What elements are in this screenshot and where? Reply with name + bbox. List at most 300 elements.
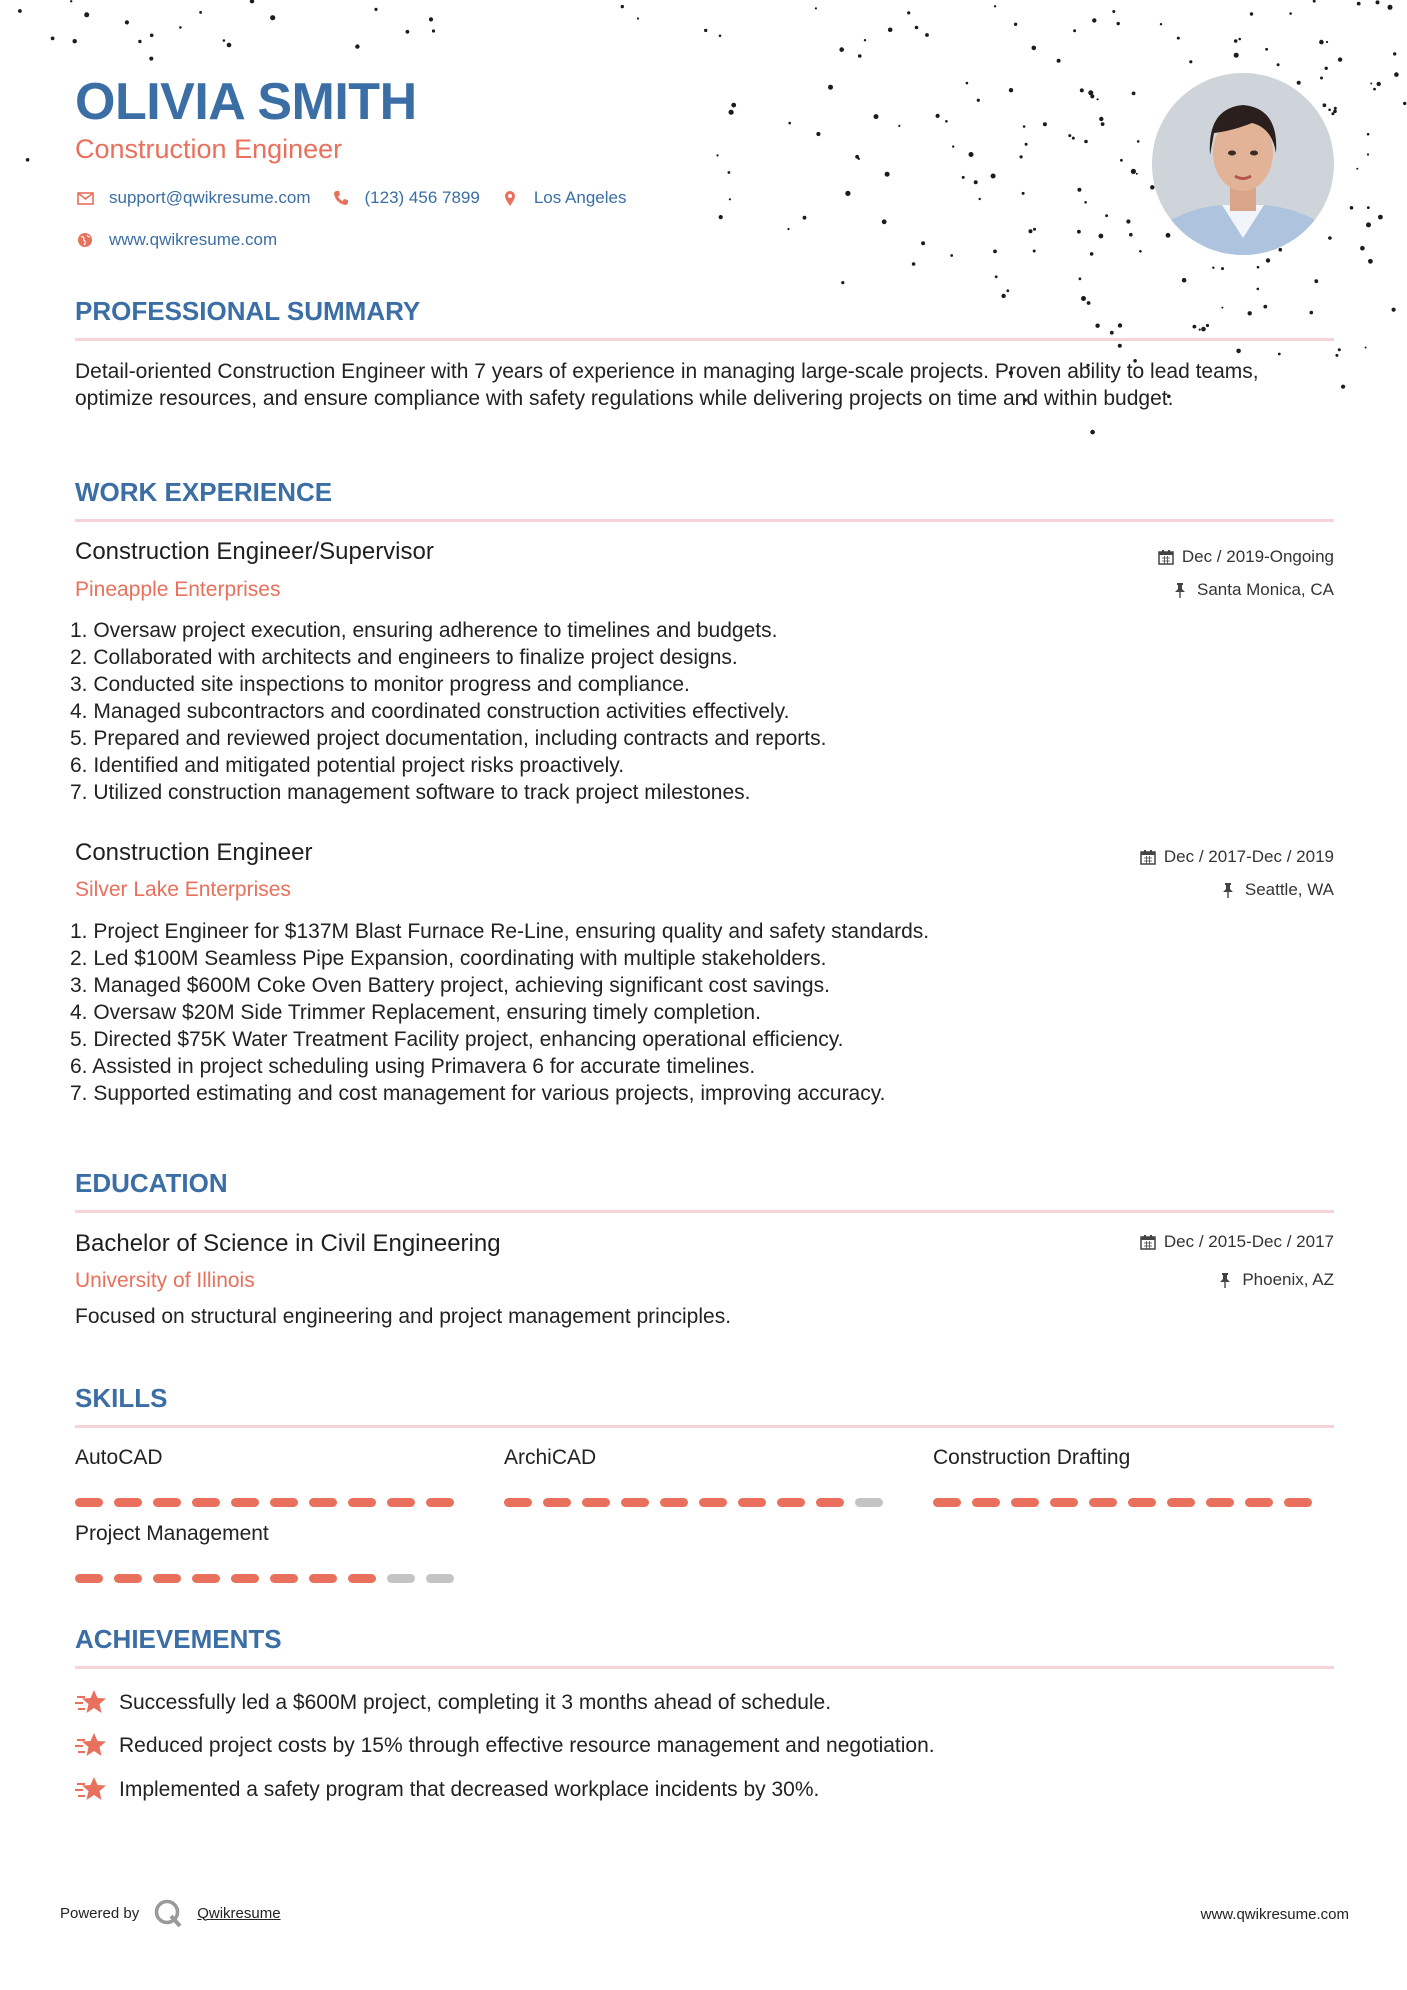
skill-item bbox=[504, 1446, 596, 1470]
pattern-dot bbox=[1328, 109, 1331, 112]
list-item: 4. Oversaw $20M Side Trimmer Replacement, ensuring timely completion. bbox=[70, 1001, 761, 1024]
pushpin-icon bbox=[1221, 882, 1237, 898]
calendar-icon bbox=[1158, 549, 1174, 565]
pattern-dot bbox=[1335, 354, 1338, 357]
pattern-dot bbox=[977, 99, 980, 102]
pattern-dot bbox=[1388, 5, 1393, 10]
skill-segment-filled bbox=[309, 1574, 337, 1583]
pattern-dot bbox=[1112, 10, 1115, 13]
skill-segment-filled bbox=[777, 1498, 805, 1507]
list-item: 6. Identified and mitigated potential project risks proactively. bbox=[70, 754, 625, 777]
pattern-dot bbox=[1238, 38, 1241, 41]
pattern-dot bbox=[18, 9, 22, 13]
pattern-dot bbox=[915, 26, 919, 30]
skill-segment-filled bbox=[621, 1498, 649, 1507]
pattern-dot bbox=[1331, 112, 1334, 115]
achievement-text: Implemented a safety program that decreased workplace incidents by 30%. bbox=[119, 1778, 820, 1801]
pattern-dot bbox=[1376, 0, 1380, 4]
pattern-dot bbox=[84, 12, 89, 17]
pattern-dot bbox=[1289, 12, 1292, 15]
job-location bbox=[1221, 880, 1334, 900]
skill-segment-filled bbox=[972, 1498, 1000, 1507]
skill-segment-filled bbox=[309, 1498, 337, 1507]
pattern-dot bbox=[1092, 18, 1096, 22]
pattern-dot bbox=[1131, 169, 1136, 174]
pattern-dot bbox=[1250, 12, 1253, 15]
pattern-dot bbox=[841, 281, 844, 284]
pattern-dot bbox=[1378, 215, 1383, 220]
pattern-dot bbox=[1182, 278, 1187, 283]
skill-level-bar bbox=[75, 1574, 465, 1583]
pattern-dot bbox=[1341, 385, 1345, 389]
skill-segment-filled bbox=[270, 1574, 298, 1583]
contact-row bbox=[75, 188, 646, 208]
pattern-dot bbox=[1043, 122, 1047, 126]
pattern-dot bbox=[1367, 133, 1370, 136]
experience-heading bbox=[75, 477, 1334, 508]
pattern-dot bbox=[885, 172, 890, 177]
skill-segment-filled bbox=[1284, 1498, 1312, 1507]
section-divider bbox=[75, 1425, 1334, 1428]
pattern-dot bbox=[1166, 233, 1171, 238]
pattern-dot bbox=[1338, 57, 1342, 61]
pattern-dot bbox=[1090, 94, 1094, 98]
pattern-dot bbox=[1393, 52, 1396, 55]
pattern-dot bbox=[1357, 2, 1361, 6]
skill-segment-filled bbox=[114, 1574, 142, 1583]
pattern-dot bbox=[1265, 48, 1268, 51]
job-location bbox=[1173, 580, 1334, 600]
skill-segment-filled bbox=[660, 1498, 688, 1507]
pattern-dot bbox=[803, 216, 807, 220]
job-bullets bbox=[70, 617, 826, 806]
pattern-dot bbox=[374, 8, 377, 11]
achievements-heading-text: ACHIEVEMENTS bbox=[75, 1624, 282, 1654]
achievement-text: Successfully led a $600M project, completing it 3 months ahead of schedule. bbox=[119, 1691, 832, 1714]
skills-heading bbox=[75, 1383, 1334, 1414]
skill-segment-filled bbox=[153, 1498, 181, 1507]
skill-segment-empty bbox=[426, 1574, 454, 1583]
summary-text: Detail-oriented Construction Engineer with 7 years of experience in managing large-scale projects. Proven ability to lead teams, optimize resources, and ensure compliance with safety regulations while delivering projects on time and within budget. bbox=[75, 360, 1259, 410]
list-item: 3. Conducted site inspections to monitor progress and compliance. bbox=[70, 673, 690, 696]
pattern-dot bbox=[1366, 222, 1371, 227]
job-location-text: Seattle, WA bbox=[1244, 880, 1334, 899]
skill-segment-filled bbox=[348, 1574, 376, 1583]
pattern-dot bbox=[731, 103, 736, 108]
education-description: Focused on structural engineering and project management principles. bbox=[75, 1305, 732, 1328]
skill-segment-filled bbox=[75, 1574, 103, 1583]
pattern-dot bbox=[1073, 29, 1076, 32]
skill-segment-filled bbox=[1089, 1498, 1117, 1507]
skill-segment-filled bbox=[1128, 1498, 1156, 1507]
pattern-dot bbox=[1373, 88, 1376, 91]
pattern-dot bbox=[1080, 88, 1084, 92]
education-location bbox=[1218, 1270, 1334, 1290]
pattern-dot bbox=[912, 262, 916, 266]
experience-heading-text: WORK EXPERIENCE bbox=[75, 477, 333, 507]
list-item: 1. Project Engineer for $137M Blast Furnace Re-Line, ensuring quality and safety standards. bbox=[70, 920, 930, 943]
pattern-dot bbox=[1077, 230, 1081, 234]
list-item: 7. Utilized construction management software to track project milestones. bbox=[70, 781, 751, 804]
pattern-dot bbox=[839, 47, 844, 52]
skill-segment-filled bbox=[1245, 1498, 1273, 1507]
pattern-dot bbox=[1199, 329, 1201, 331]
pattern-dot bbox=[1189, 60, 1192, 63]
brand-link[interactable]: Qwikresume bbox=[197, 1904, 281, 1922]
pattern-dot bbox=[1126, 219, 1130, 223]
pattern-dot bbox=[1079, 277, 1082, 280]
pattern-dot bbox=[51, 37, 55, 41]
pattern-dot bbox=[1136, 173, 1138, 175]
pattern-dot bbox=[1033, 228, 1036, 231]
pattern-dot bbox=[1277, 63, 1280, 66]
pattern-dot bbox=[1377, 82, 1381, 86]
pattern-dot bbox=[1338, 348, 1341, 351]
skill-item bbox=[75, 1522, 269, 1546]
achievement-item bbox=[75, 1775, 819, 1805]
pattern-dot bbox=[1029, 229, 1033, 233]
website-text: www.qwikresume.com bbox=[109, 230, 278, 249]
skill-segment-filled bbox=[270, 1498, 298, 1507]
education-location-text: Phoenix, AZ bbox=[1242, 1270, 1334, 1289]
envelope-icon bbox=[75, 188, 95, 208]
pattern-dot bbox=[719, 215, 723, 219]
pattern-dot bbox=[250, 0, 254, 3]
pattern-dot bbox=[1137, 140, 1140, 143]
pattern-dot bbox=[26, 158, 30, 162]
pattern-dot bbox=[1320, 77, 1323, 80]
pattern-dot bbox=[1072, 137, 1075, 140]
pattern-dot bbox=[936, 114, 940, 118]
pattern-dot bbox=[1068, 134, 1071, 137]
pattern-dot bbox=[969, 152, 974, 157]
pattern-dot bbox=[993, 250, 997, 254]
pattern-dot bbox=[1257, 266, 1260, 269]
pattern-dot bbox=[227, 43, 232, 48]
pattern-dot bbox=[149, 57, 153, 61]
skill-segment-filled bbox=[504, 1498, 532, 1507]
skill-segment-empty bbox=[855, 1498, 883, 1507]
pattern-dot bbox=[1160, 23, 1162, 25]
pattern-dot bbox=[1118, 344, 1122, 348]
pattern-dot bbox=[1334, 107, 1337, 110]
list-item: 5. Directed $75K Water Treatment Facility project, enhancing operational efficiency. bbox=[70, 1028, 844, 1051]
pattern-dot bbox=[716, 154, 718, 156]
list-item: 4. Managed subcontractors and coordinated construction activities effectively. bbox=[70, 700, 790, 723]
pattern-dot bbox=[1014, 23, 1017, 26]
pattern-dot bbox=[1084, 140, 1088, 144]
list-item: 2. Led $100M Seamless Pipe Expansion, coordinating with multiple stakeholders. bbox=[70, 947, 827, 970]
school-name: University of Illinois bbox=[75, 1269, 255, 1292]
summary-heading bbox=[75, 296, 1334, 327]
pattern-dot bbox=[1177, 37, 1180, 40]
pattern-dot bbox=[1020, 155, 1023, 158]
pattern-dot bbox=[858, 54, 862, 58]
candidate-name: OLIVIA SMITH bbox=[75, 73, 417, 131]
pattern-dot bbox=[621, 5, 624, 8]
pattern-dot bbox=[1368, 259, 1373, 264]
job-title: Construction Engineer/Supervisor bbox=[75, 538, 434, 565]
skill-segment-filled bbox=[933, 1498, 961, 1507]
pattern-dot bbox=[995, 275, 998, 278]
achievement-text: Reduced project costs by 15% through effective resource management and negotiation. bbox=[119, 1734, 935, 1757]
star-icon bbox=[75, 1775, 107, 1805]
pattern-dot bbox=[921, 241, 925, 245]
job-title: Construction Engineer bbox=[75, 839, 313, 866]
map-pin-icon bbox=[500, 188, 520, 208]
pattern-dot bbox=[882, 219, 887, 224]
section-divider bbox=[75, 519, 1334, 522]
pattern-dot bbox=[966, 82, 969, 85]
skill-segment-filled bbox=[231, 1498, 259, 1507]
achievements-heading bbox=[75, 1624, 1334, 1655]
pattern-dot bbox=[1022, 192, 1025, 195]
education-dates bbox=[1140, 1232, 1334, 1252]
skill-level-bar bbox=[933, 1498, 1323, 1507]
skill-segment-filled bbox=[582, 1498, 610, 1507]
skill-segment-filled bbox=[231, 1574, 259, 1583]
list-item: 7. Supported estimating and cost management for various projects, improving accuracy. bbox=[70, 1082, 886, 1105]
pattern-dot bbox=[1314, 279, 1318, 283]
skill-segment-filled bbox=[543, 1498, 571, 1507]
pattern-dot bbox=[1266, 258, 1270, 262]
skill-segment-filled bbox=[192, 1498, 220, 1507]
pattern-dot bbox=[974, 180, 978, 184]
pattern-dot bbox=[1132, 92, 1136, 96]
skill-segment-filled bbox=[738, 1498, 766, 1507]
job-location-text: Santa Monica, CA bbox=[1196, 580, 1334, 599]
location-text: Los Angeles bbox=[533, 188, 627, 207]
pattern-dot bbox=[994, 5, 996, 7]
list-item: 1. Oversaw project execution, ensuring adherence to timelines and budgets. bbox=[70, 619, 778, 642]
list-item: 2. Collaborated with architects and engineers to finalize project designs. bbox=[70, 646, 738, 669]
star-icon bbox=[75, 1688, 107, 1718]
pattern-dot bbox=[991, 174, 996, 179]
pattern-dot bbox=[1057, 59, 1061, 63]
pattern-dot bbox=[729, 198, 731, 200]
pattern-dot bbox=[1236, 349, 1241, 354]
pattern-dot bbox=[1032, 46, 1037, 51]
skill-segment-filled bbox=[816, 1498, 844, 1507]
website-item[interactable] bbox=[75, 230, 277, 250]
pattern-dot bbox=[888, 28, 893, 33]
pattern-dot bbox=[704, 29, 707, 32]
pattern-dot bbox=[945, 120, 948, 123]
skill-segment-filled bbox=[387, 1498, 415, 1507]
job-dates bbox=[1158, 547, 1334, 567]
skill-name: Construction Drafting bbox=[933, 1446, 1131, 1469]
pattern-dot bbox=[1279, 248, 1283, 252]
achievement-item bbox=[75, 1688, 831, 1718]
pattern-dot bbox=[1394, 72, 1399, 77]
pattern-dot bbox=[1212, 267, 1214, 269]
pattern-dot bbox=[1201, 327, 1206, 332]
powered-by-label: Powered by bbox=[60, 1904, 140, 1922]
pattern-dot bbox=[1105, 214, 1108, 217]
education-heading-text: EDUCATION bbox=[75, 1168, 228, 1198]
pattern-dot bbox=[729, 110, 734, 115]
job-dates bbox=[1140, 847, 1334, 867]
pattern-dot bbox=[355, 44, 359, 48]
pattern-dot bbox=[1006, 289, 1009, 292]
pattern-dot bbox=[815, 7, 817, 9]
summary-heading-text: PROFESSIONAL SUMMARY bbox=[75, 296, 421, 326]
job-bullets bbox=[70, 918, 929, 1107]
pattern-dot bbox=[962, 176, 965, 179]
pattern-dot bbox=[1367, 153, 1369, 155]
skill-segment-filled bbox=[699, 1498, 727, 1507]
skill-segment-filled bbox=[1206, 1498, 1234, 1507]
skills-heading-text: SKILLS bbox=[75, 1383, 168, 1413]
pattern-dot bbox=[907, 11, 910, 14]
pattern-dot bbox=[223, 39, 226, 42]
pattern-dot bbox=[406, 30, 410, 34]
pattern-dot bbox=[637, 17, 639, 19]
pattern-dot bbox=[1325, 67, 1328, 70]
pattern-dot bbox=[979, 198, 981, 200]
pattern-dot bbox=[1097, 98, 1099, 100]
section-divider bbox=[75, 338, 1334, 341]
education-heading bbox=[75, 1168, 1334, 1199]
pattern-dot bbox=[1234, 53, 1239, 58]
candidate-title: Construction Engineer bbox=[75, 134, 343, 164]
pattern-dot bbox=[950, 254, 953, 257]
calendar-icon bbox=[1140, 1234, 1156, 1250]
phone-icon bbox=[331, 188, 351, 208]
pattern-dot bbox=[858, 158, 860, 160]
pattern-dot bbox=[138, 40, 141, 43]
skill-segment-filled bbox=[426, 1498, 454, 1507]
pattern-dot bbox=[1257, 288, 1260, 291]
pattern-dot bbox=[1110, 331, 1114, 335]
pattern-dot bbox=[952, 145, 954, 147]
job-dates-text: Dec / 2019-Ongoing bbox=[1181, 547, 1334, 566]
pattern-dot bbox=[1278, 353, 1281, 356]
skill-segment-empty bbox=[387, 1574, 415, 1583]
pattern-dot bbox=[150, 34, 154, 38]
pattern-dot bbox=[1392, 308, 1396, 312]
job-dates-text: Dec / 2017-Dec / 2019 bbox=[1163, 847, 1334, 866]
pattern-dot bbox=[1117, 22, 1120, 25]
skill-segment-filled bbox=[1011, 1498, 1039, 1507]
pushpin-icon bbox=[1218, 1272, 1234, 1288]
pattern-dot bbox=[429, 17, 433, 21]
pattern-dot bbox=[1129, 233, 1133, 237]
pattern-dot bbox=[1099, 234, 1104, 239]
pattern-dot bbox=[874, 114, 879, 119]
job-company: Silver Lake Enterprises bbox=[75, 878, 291, 901]
pattern-dot bbox=[1090, 252, 1094, 256]
pattern-dot bbox=[1077, 188, 1081, 192]
pattern-dot bbox=[1356, 168, 1358, 170]
education-dates-text: Dec / 2015-Dec / 2017 bbox=[1163, 1232, 1334, 1251]
skill-segment-filled bbox=[75, 1498, 103, 1507]
pushpin-icon bbox=[1173, 582, 1189, 598]
pattern-dot bbox=[1221, 267, 1224, 270]
pattern-dot bbox=[125, 20, 129, 24]
skill-segment-filled bbox=[153, 1574, 181, 1583]
pattern-dot bbox=[1350, 206, 1354, 210]
phone-item[interactable] bbox=[331, 188, 480, 208]
list-item: 3. Managed $600M Coke Oven Battery project, achieving significant cost savings. bbox=[70, 974, 830, 997]
location-item bbox=[500, 188, 627, 208]
pattern-dot bbox=[70, 0, 72, 2]
pattern-dot bbox=[1360, 246, 1365, 251]
skill-segment-filled bbox=[1167, 1498, 1195, 1507]
pattern-dot bbox=[179, 26, 182, 29]
pattern-dot bbox=[1328, 236, 1332, 240]
degree-title: Bachelor of Science in Civil Engineering bbox=[75, 1230, 501, 1257]
pattern-dot bbox=[1403, 102, 1406, 105]
skill-item bbox=[933, 1446, 1130, 1470]
pattern-dot bbox=[270, 15, 275, 20]
pattern-dot bbox=[1326, 41, 1328, 43]
pattern-dot bbox=[719, 35, 722, 38]
pattern-dot bbox=[787, 228, 789, 230]
website-row bbox=[75, 230, 297, 250]
pattern-dot bbox=[898, 125, 900, 127]
skill-segment-filled bbox=[1050, 1498, 1078, 1507]
pattern-dot bbox=[864, 39, 866, 41]
star-icon bbox=[75, 1731, 107, 1761]
pattern-dot bbox=[199, 11, 202, 14]
pattern-dot bbox=[432, 29, 435, 32]
pattern-dot bbox=[828, 85, 833, 90]
job-company: Pineapple Enterprises bbox=[75, 578, 281, 601]
section-divider bbox=[75, 1210, 1334, 1213]
list-item: 6. Assisted in project scheduling using Primavera 6 for accurate timelines. bbox=[70, 1055, 756, 1078]
footer-website[interactable]: www.qwikresume.com bbox=[1200, 1906, 1349, 1923]
profile-photo bbox=[1152, 73, 1334, 255]
pattern-dot bbox=[1099, 117, 1103, 121]
pattern-dot bbox=[1319, 40, 1324, 45]
qwikresume-logo-icon bbox=[153, 1898, 183, 1928]
pattern-dot bbox=[1120, 159, 1123, 162]
calendar-icon bbox=[1140, 849, 1156, 865]
list-item: 5. Prepared and reviewed project documentation, including contracts and reports. bbox=[70, 727, 827, 750]
footer-powered-by bbox=[60, 1898, 281, 1928]
skill-segment-filled bbox=[348, 1498, 376, 1507]
pattern-dot bbox=[1033, 250, 1036, 253]
pattern-dot bbox=[1313, 0, 1316, 3]
pattern-dot bbox=[1365, 347, 1367, 349]
skill-level-bar bbox=[504, 1498, 894, 1507]
pattern-dot bbox=[1084, 201, 1087, 204]
globe-icon bbox=[75, 230, 95, 250]
pattern-dot bbox=[1101, 122, 1105, 126]
pattern-dot bbox=[816, 132, 820, 136]
email-item[interactable] bbox=[75, 188, 311, 208]
skill-segment-filled bbox=[114, 1498, 142, 1507]
skill-level-bar bbox=[75, 1498, 465, 1507]
skill-segment-filled bbox=[192, 1574, 220, 1583]
pattern-dot bbox=[728, 171, 731, 174]
skill-name: ArchiCAD bbox=[504, 1446, 597, 1469]
pattern-dot bbox=[1297, 81, 1301, 85]
achievement-item bbox=[75, 1731, 935, 1761]
pattern-dot bbox=[1323, 103, 1327, 107]
pattern-dot bbox=[73, 39, 77, 43]
section-divider bbox=[75, 1666, 1334, 1669]
pattern-dot bbox=[925, 33, 929, 37]
skill-name: AutoCAD bbox=[75, 1446, 163, 1469]
email-text: support@qwikresume.com bbox=[109, 188, 311, 207]
pattern-dot bbox=[1090, 430, 1095, 435]
pattern-dot bbox=[1139, 250, 1142, 253]
pattern-dot bbox=[1234, 39, 1238, 43]
pattern-dot bbox=[1367, 206, 1370, 209]
pattern-dot bbox=[1009, 88, 1013, 92]
